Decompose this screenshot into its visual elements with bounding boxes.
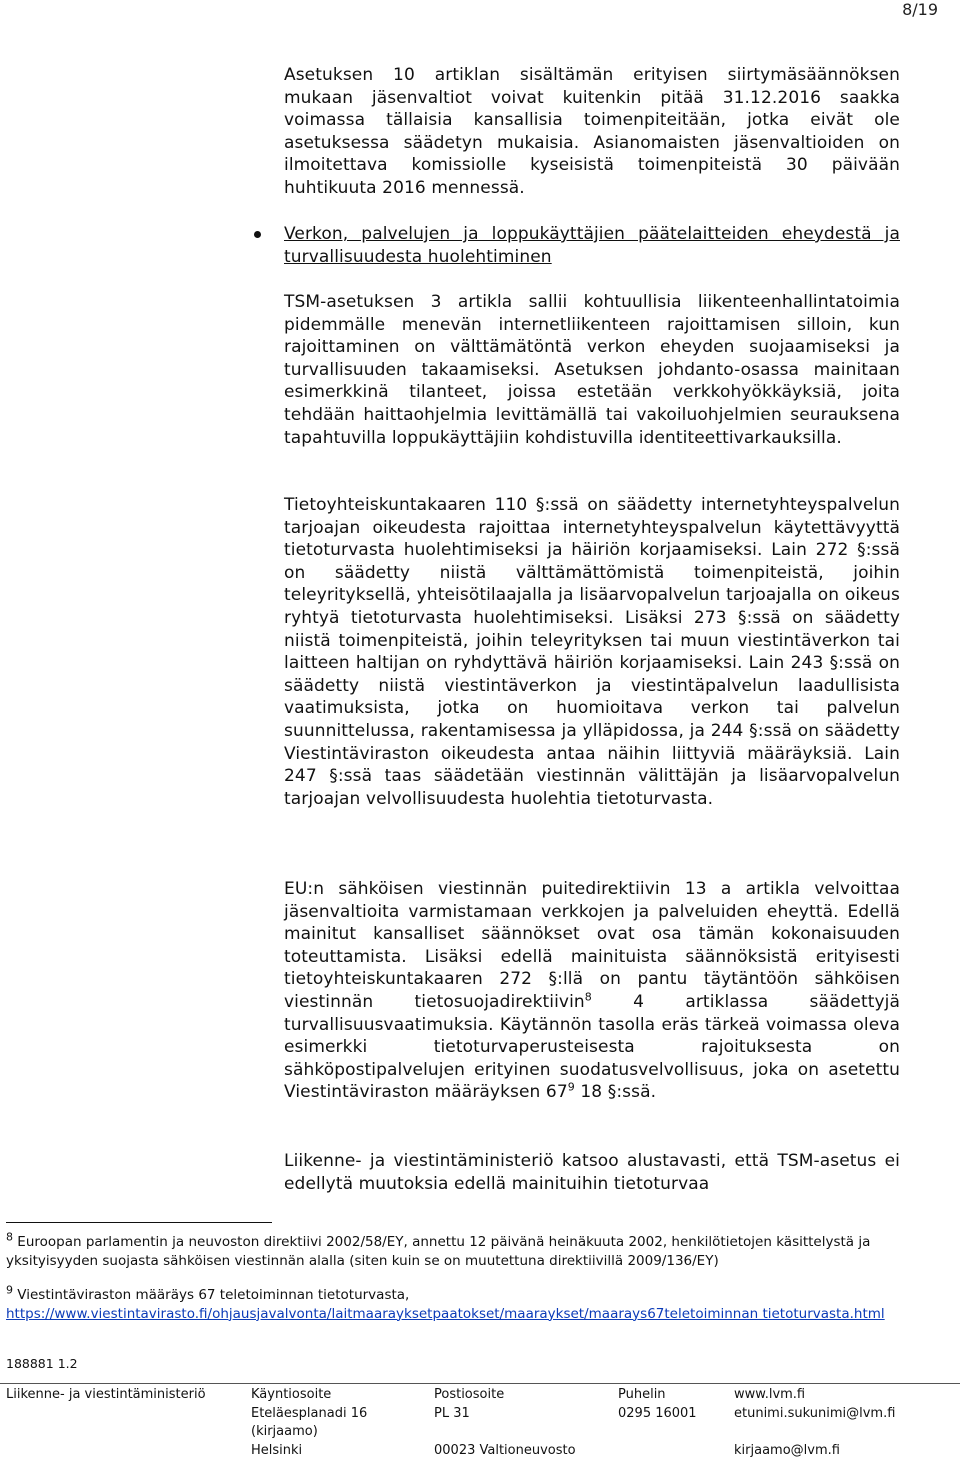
- footer-line: 00023 Valtioneuvosto: [434, 1442, 576, 1460]
- footer-line: (kirjaamo): [251, 1423, 367, 1442]
- bullet-icon: [254, 231, 261, 238]
- footer-phone: [618, 1386, 697, 1423]
- footer-separator: [0, 1383, 960, 1384]
- footer-postal-address: [434, 1386, 576, 1460]
- page-number: 8/19: [902, 0, 938, 19]
- paragraph-ministry-view: Liikenne- ja viestintäministeriö katsoo alustavasti, että TSM-asetus ei edellytä muutoksia edellä mainituihin tietoturvaa: [284, 1150, 900, 1195]
- footer-line: 0295 16001: [618, 1405, 697, 1424]
- footnote-text: Euroopan parlamentin ja neuvoston direktiivi 2002/58/EY, annettu 12 päivänä heinäkuuta 2002, henkilötietojen käsittelystä ja yksityisyyden suojasta sähköisen viestinnän alalla (siten kuin se on muutettuna direktiivillä 2009/136/EY): [6, 1234, 870, 1269]
- footer-visiting-address: [251, 1386, 367, 1460]
- footer-organization: [6, 1386, 206, 1405]
- footer-website[interactable]: www.lvm.fi: [734, 1386, 895, 1405]
- footnote-separator: [6, 1222, 272, 1223]
- paragraph-transition-provision: Asetuksen 10 artiklan sisältämän erityisen siirtymäsäännöksen mukaan jäsenvaltiot voivat kuitenkin pitää 31.12.2016 saakka voimassa tällaisia kansallisia toimenpiteitään, jotka eivät ole asetuksessa säädetyn mukaisia. Asianomaisten jäsenvaltioiden on ilmoitettava komissiolle kyseisistä toimenpiteistä 30 päivään huhtikuuta 2016 mennessä.: [284, 64, 900, 200]
- footnote-number: 9: [6, 1284, 13, 1297]
- paragraph-information-society-code: Tietoyhteiskuntakaaren 110 §:ssä on säädetty internetyhteyspalvelun tarjoajan oikeudesta rajoittaa internetyhteyspalvelun käytettävyyttä tietoturvasta huolehtimiseksi ja häiriön korjaamiseksi. Lain 272 §:ssä on säädetty niistä välttämättömistä toimenpiteistä, joihin teleyrityksellä, yhteisötilaajalla ja lisäarvopalvelun tarjoajalla on oikeus ryhtyä tietoturvasta huolehtimiseksi. Lisäksi 273 §:ssä on säädetty niistä toimenpiteistä, joihin teleyrityksen tai muun viestintäverkon tai laitteen haltijan on ryhdyttävä häiriön korjaamiseksi. Lain 243 §:ssä on säädetty niistä viestintäverkon ja viestintäpalvelun laadullisista vaatimuksista, jotka on huomioitava verkon tai palvelun suunnittelussa, rakentamisessa ja ylläpidossa, ja 244 §:ssä on säädetty Viestintäviraston oikeudesta antaa näihin liittyviä määräyksiä. Lain 247 §:ssä taas säädetään viestinnän välittäjän ja lisäarvopalvelun tarjoajan velvollisuudesta huolehtia tietoturvasta.: [284, 494, 900, 810]
- footnote-ref-9[interactable]: 9: [568, 1081, 575, 1094]
- footer-line: Eteläesplanadi 16: [251, 1405, 367, 1424]
- footnote-text: Viestintäviraston määräys 67 teletoiminnan tietoturvasta,: [13, 1287, 409, 1303]
- footnote-number: 8: [6, 1231, 13, 1244]
- document-code: 188881 1.2: [6, 1356, 78, 1371]
- footnote-link[interactable]: https://www.viestintavirasto.fi/ohjausjavalvonta/laitmaarayksetpaatokset/maaraykset/maarays67teletoiminnan tietoturvasta.html: [6, 1306, 885, 1322]
- footer-line: Puhelin: [618, 1386, 697, 1405]
- footnote-8: [6, 1233, 950, 1270]
- section-heading: Verkon, palvelujen ja loppukäyttäjien päätelaitteiden eheydestä ja turvallisuudesta huolehtiminen: [284, 223, 900, 268]
- footnote-9: [6, 1286, 950, 1323]
- footer-email[interactable]: etunimi.sukunimi@lvm.fi: [734, 1405, 895, 1424]
- footer-line: PL 31: [434, 1405, 576, 1424]
- footer-line: [734, 1423, 895, 1442]
- footer-line: Liikenne- ja viestintäministeriö: [6, 1386, 206, 1405]
- paragraph-framework-directive: [284, 878, 900, 1104]
- paragraph-text: 18 §:ssä.: [575, 1082, 656, 1102]
- footer-line: Käyntiosoite: [251, 1386, 367, 1405]
- footer-registry-email[interactable]: kirjaamo@lvm.fi: [734, 1442, 895, 1460]
- paragraph-tsm-article-3: TSM-asetuksen 3 artikla sallii kohtuullisia liikenteenhallintatoimia pidemmälle menevän internetliikenteen rajoittamisen silloin, kun rajoittaminen on välttämätöntä verkon eheyden suojaamiseksi ja turvallisuuden takaamiseksi. Asetuksen johdanto-osassa mainitaan esimerkkinä tilanteet, joissa estetään verkkohyökkäyksiä, joita tehdään haittaohjelmia levittämällä tai vakoiluohjelmien seurauksena tapahtuvilla loppukäyttäjiin kohdistuvilla identiteettivarkauksilla.: [284, 291, 900, 449]
- paragraph-text: EU:n sähköisen viestinnän puitedirektiivin 13 a artikla velvoittaa jäsenvaltioita varmistamaan verkkojen ja palveluiden eheyttä. Edellä mainitut kansalliset säännökset ovat osa tämän kokonaisuuden toteuttamista. Lisäksi edellä mainituista säännöksistä erityisesti tietoyhteiskuntakaaren 272 §:llä on pantu täytäntöön sähköisen viestinnän tietosuojadirektiivin: [284, 879, 900, 1012]
- paragraph-text: 4 artiklassa säädettyjä turvallisuusvaatimuksia. Käytännön tasolla eräs tärkeä voimassa oleva esimerkki tietoturvaperusteisesta rajoituksesta on sähköpostipalvelujen erityinen suodatusvelvollisuus, joka on asetettu Viestintäviraston määräyksen 67: [284, 992, 900, 1102]
- footer-web-email: [734, 1386, 895, 1460]
- footnote-ref-8[interactable]: 8: [585, 990, 592, 1003]
- footer-line: [434, 1423, 576, 1442]
- footer-line: Postiosoite: [434, 1386, 576, 1405]
- footer-line: Helsinki: [251, 1442, 367, 1460]
